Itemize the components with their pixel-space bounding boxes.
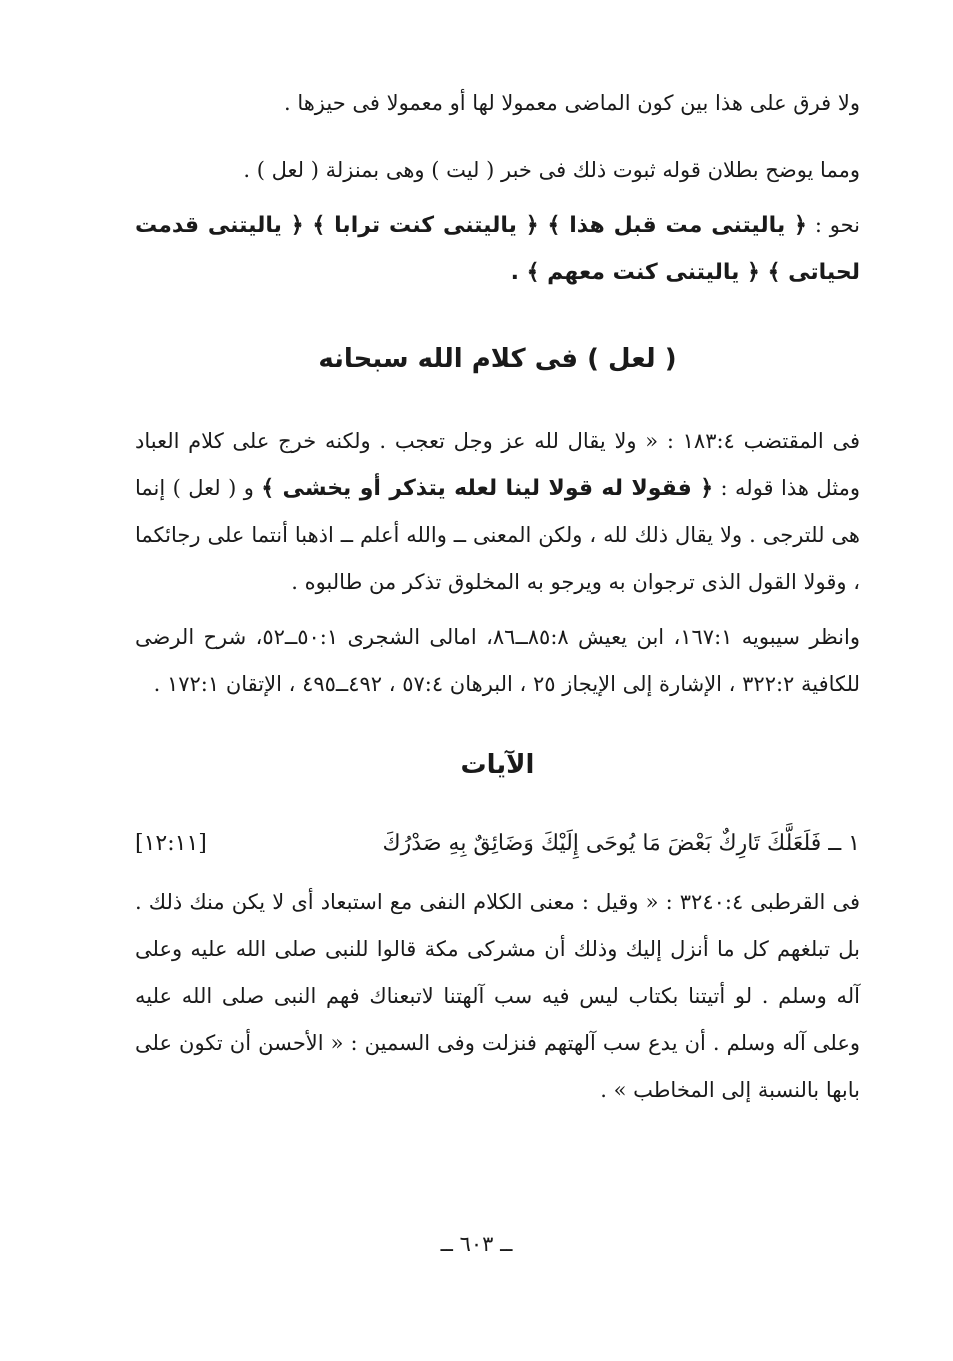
intro-line-1: ولا فرق على هذا بين كون الماضى معمولا لها أو معمولا فى حيزها .: [283, 91, 860, 115]
muqtadab-paragraph: [135, 418, 860, 606]
muqtadab-text-b: و ( لعل ) إنما هى للترجى . ولا يقال ذلك لله ، ولكن المعنى ــ والله أعلم ــ اذهبا أنتما على رجائكما ، وقولا القول الذى ترجوان به ويرجو به المخلوق تذكر من طالبوه .: [135, 476, 860, 594]
verse-reference: [١٢:١١]: [135, 831, 207, 856]
qurtubi-paragraph: فى القرطبى ٣٢٤٠:٤ : « وقيل : معنى الكلام النفى مع استبعاد أى لا يكن منك ذلك . بل تبلغهم كل ما أنزل إليك وذلك أن مشركى مكة قالوا للنبى صلى الله عليه وعلى آله وسلم . لو أتيتنا بكتاب ليس فيه سب آلهتنا لاتبعناك فهم النبى صلى الله عليه وعلى آله وسلم . أن يدع سب آلهتهم فنزلت وفى السمين : « الأحسن أن تكون على بابها بالنسبة إلى المخاطب » .: [135, 890, 860, 1102]
examples-quran: ﴿ ياليتنى مت قبل هذا ﴾ ﴿ ياليتنى كنت ترابا ﴾ ﴿ ياليتنى قدمت لحياتى ﴾ ﴿ ياليتنى كنت معهم ﴾ .: [135, 213, 860, 285]
muqtadab-text-a: فى المقتضب ١٨٣:٤ : « ولا يقال لله عز وجل تعجب . ولكنه خرج على كلام العباد ومثل هذا قوله :: [135, 429, 860, 500]
verse-text: ١ ــ فَلَعَلَّكَ تَارِكٌ بَعْضَ مَا يُوحَى إِلَيْكَ وَضَائِقٌ بِهِ صَدْرُكَ: [382, 831, 860, 856]
page-body: [135, 80, 860, 1114]
section-heading-laal: ( لعل ) فى كلام الله سبحانه: [318, 344, 677, 374]
intro-line-2: ومما يوضح بطلان قوله ثبوت ذلك فى خبر ( ليت ) وهى بمنزلة ( لعل ) .: [243, 158, 860, 182]
page-number: ــ ٦٠٣ ــ: [440, 1232, 513, 1256]
muqtadab-quran: ﴿ فقولا له قولا لينا لعله يتذكر أو يخشى ﴾: [261, 476, 714, 501]
references-paragraph: وانظر سيبويه ١٦٧:١، ابن يعيش ٨٥:٨ــ٨٦، امالى الشجرى ٥٠:١ــ٥٢، شرح الرضى للكافية ٣٢٢:٢ ، الإشارة إلى الإيجاز ٢٥ ، البرهان ٥٧:٤ ، ٤٩٢ــ٤٩٥ ، الإتقان ١٧٢:١ .: [135, 625, 860, 696]
examples-prefix: نحو :: [814, 213, 860, 237]
examples-paragraph: [135, 202, 860, 296]
verse-line: [135, 820, 860, 867]
section-heading-ayat: الآيات: [460, 750, 535, 780]
